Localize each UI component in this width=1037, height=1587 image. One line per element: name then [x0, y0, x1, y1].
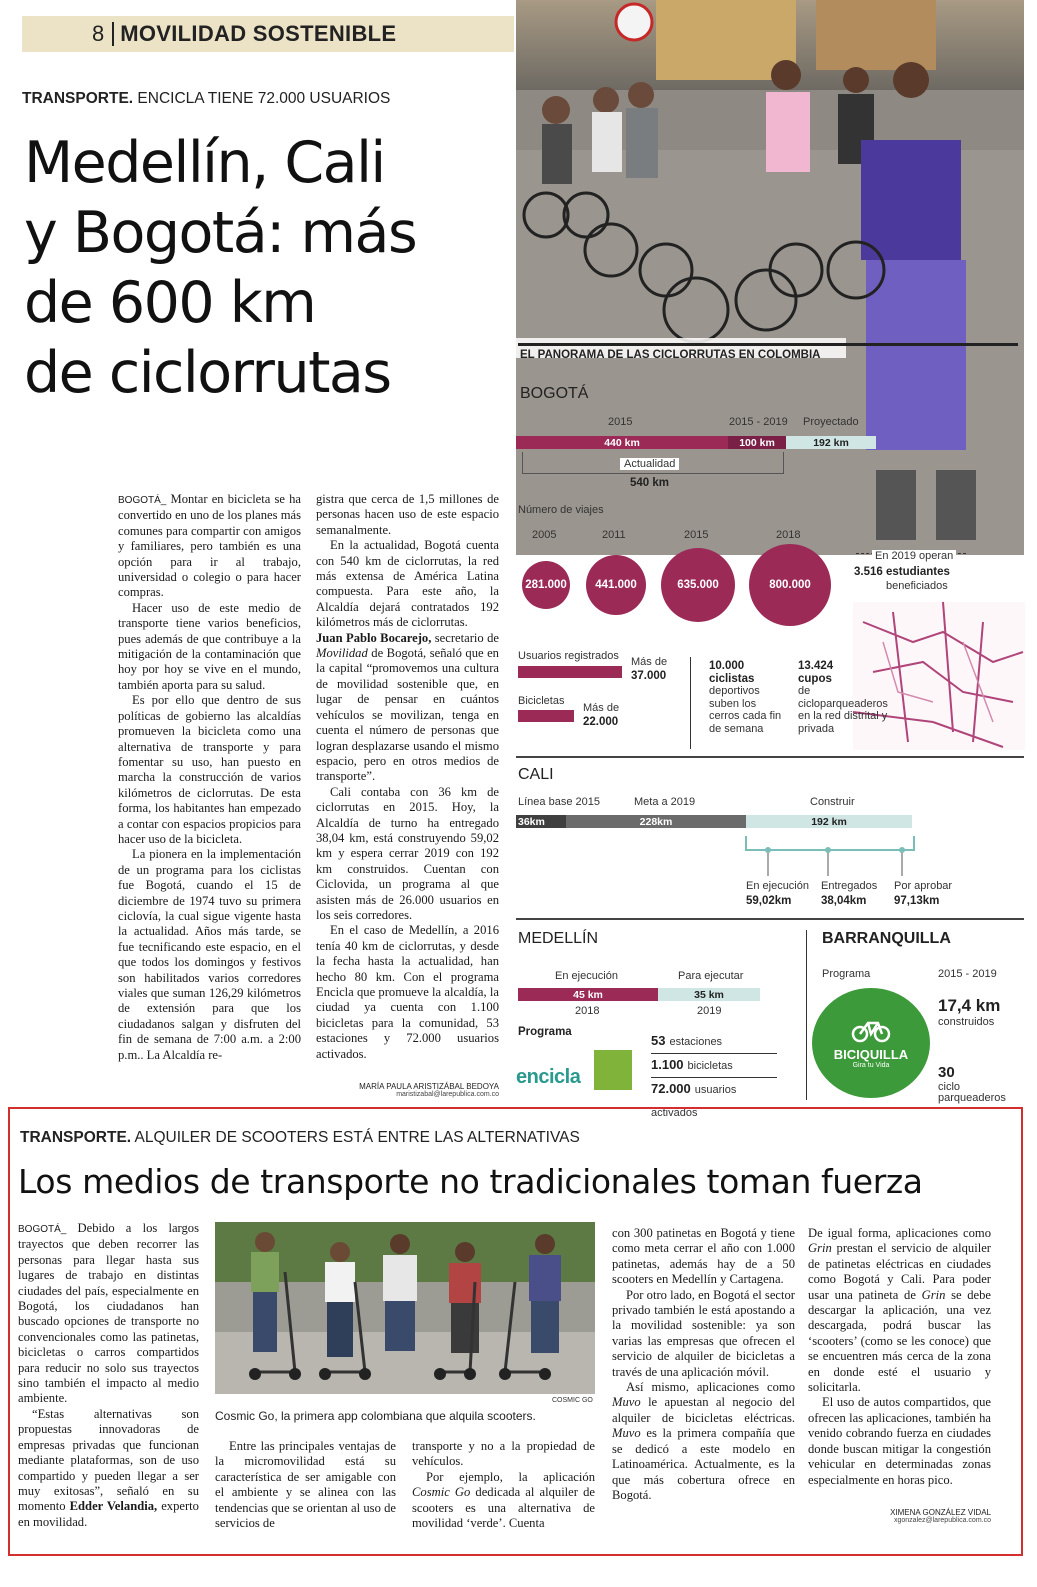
kicker-label: TRANSPORTE.	[20, 1129, 132, 1146]
app-name: Grin	[808, 1241, 832, 1256]
ciclistas-stat: 10.000 ciclistas deportivos suben los cerros cada fin de semana	[709, 660, 782, 735]
cali-ejecucion-label: En ejecución	[746, 880, 809, 892]
medellin-year-2018: 2018	[575, 1005, 600, 1017]
paragraph: Por otro lado, en Bogotá el sector privado también le está apostando a la movilidad sostenible: ya son varias las empresas que ofrecen el servicio de alquiler de bicicletas a través de una aplicación móvil.	[612, 1287, 795, 1379]
barranquilla-ciclo: 30	[938, 1064, 955, 1081]
app-name: Muvo	[612, 1395, 641, 1410]
paragraph: La pionera en la implementación de un programa para los ciclistas fue Bogotá, cuando el 15 de diciembre de 1974 tuvo su primera ciclovía, la cual sigue vigente hasta la actualidad. Años más tarde, se fue tecnificando este espacio, en el que todos los domingos y festivos son habilitados varios corredores viales que suman 126,29 kilómetros de extensión para que los ciudadanos salgan y disfruten del fin de semana de 7:00 a.m. a 2:00 p.m.. La Alcaldía re-	[118, 847, 301, 1062]
paragraph: Es por ello que dentro de sus políticas de gobierno las alcaldías promueven la bicicleta como una alternativa de transporte y para fomentar su uso, han puesto en marcha la construcción de varios kilómetros de ciclorrutas. De esta forma, los habitantes han empezado a contar con espacios propicios para hacer uso de la bicicleta.	[118, 693, 301, 846]
bicicletas-mas: Más de	[583, 702, 620, 714]
app-name: Cosmic Go	[412, 1485, 471, 1500]
header-divider	[112, 22, 114, 46]
medellin-programa: Programa	[518, 1026, 572, 1038]
kicker-label: TRANSPORTE.	[22, 90, 134, 107]
operan-value: 3.516 estudiantes	[854, 566, 950, 578]
headline-line: Medellín, Cali	[24, 130, 385, 196]
paragraph: En el caso de Medellín, a 2016 tenía 40 km de ciclorrutas, y desde la fecha hasta la actualidad, han hecho 80 km. Con el programa Encicla que promueve la alcaldía, la ciudad ya cuenta con 1.100 bicicletas para la comunidad, 53 estaciones y 72.000 usuarios activados.	[316, 923, 499, 1061]
article2-headline: Los medios de transporte no tradicionales toman fuerza	[18, 1162, 923, 1201]
viajes-label: Número de viajes	[518, 504, 604, 516]
cali-entregados-label: Entregados	[821, 880, 878, 892]
article2-kicker	[20, 1129, 580, 1147]
usuarios-value: 37.000	[631, 670, 667, 682]
usuarios-mas: Más de	[631, 656, 668, 668]
viajes-year: 2005	[532, 529, 557, 541]
medellin-stats: 53 estaciones 1.100 bicicletas 72.000 usuarios activados	[651, 1030, 777, 1124]
headline-line: y Bogotá: más	[24, 200, 417, 266]
operan-label: En 2019 operan	[872, 550, 956, 562]
barranquilla-programa: Programa	[822, 968, 871, 980]
kicker-text: ENCICLA TIENE 72.000 USUARIOS	[137, 90, 391, 107]
barranquilla-km: 17,4 km	[938, 996, 1001, 1015]
dateline: BOGOTÁ_	[118, 495, 167, 506]
dateline: BOGOTÁ_	[18, 1224, 67, 1235]
bar-bogota-2015-2019: 100 km	[728, 436, 786, 449]
paragraph: con 300 patinetas en Bogotá y tiene como meta cerrar el año con 1.000 patinetas, además hay de a 50 scooters en Medellín y Cartagena.	[612, 1226, 795, 1287]
stats-divider	[690, 657, 691, 749]
paragraph: Debido a los largos trayectos que deben recorrer las personas para llegar hasta sus lugares de trabajo en distintas ciudades del país, especialmente en Bogotá, los ciudadanos han buscado opciones de transporte no convencionales como las patinetas, bicicletas o carros compartidos para reducir no solo sus trayectos sino también el impacto al medio ambiente.	[18, 1221, 199, 1406]
medellin-barranquilla-divider	[806, 930, 807, 1100]
viajes-year: 2015	[684, 529, 709, 541]
infographic-title: EL PANORAMA DE LAS CICLORRUTAS EN COLOMBIA	[520, 349, 821, 361]
medellin-year-2019: 2019	[697, 1005, 722, 1017]
section-title: MOVILIDAD SOSTENIBLE	[120, 21, 397, 46]
city-label-barranquilla: BARRANQUILLA	[822, 930, 951, 947]
viajes-bubble: 441.000	[586, 555, 646, 615]
article1-column-2: gistra que cerca de 1,5 millones de personas hacen uso de este espacio semanalmente. En la actualidad, Bogotá cuenta con 540 km de ciclorrutas, la red más extensa de América Latina compuesta. Para este año, la Alcaldía dejará contratados 192 kilómetros más de ciclorrutas. Juan Pablo Bocarejo, secretario de Movilidad de Bogotá, señaló que en la capital “promovemos una cultura de movilidad sostenible que, en lugar de pensar en cuántos vehículos se movilizan, tenga en cuenta el número de personas que logran desplazarse usando el mismo espacio, pero en otros medios de transporte”. Cali contaba con 36 km de ciclorrutas en 2015. Hoy, la Alcaldía de turno ha entregado 38,04 km, está construyendo 59,02 km y espera cerrar 2019 con 192 km construidos. Cuentan con Ciclovida, un programa al que asisten más de 26.000 usuarios en los seis corredores. En el caso de Medellín, a 2016 tenía 40 km de ciclorrutas, y desde la fecha hasta la actualidad, han hecho 80 km. Con el programa Encicla que promueve la alcaldía, la ciudad ya cuenta con 1.100 bicicletas para la comunidad, 53 estaciones y 72.000 usuarios activados.	[316, 492, 499, 1061]
bar-bogota-proyectado: 192 km	[786, 436, 876, 449]
person-name: Edder Velandia,	[69, 1499, 158, 1514]
scooters-illustration	[215, 1222, 595, 1394]
city-label-medellin: MEDELLÍN	[518, 930, 599, 947]
city-label-cali: CALI	[518, 766, 554, 783]
bar-cali-base: 36km	[516, 815, 566, 828]
cali-rule	[516, 756, 1024, 758]
infographic-top-rule	[518, 343, 1018, 346]
paragraph: Montar en bicicleta se ha convertido en uno de los planes más comunes para compartir con amigos y familiares, pero también es una opción para ir al trabajo, universidad o colegio o para hacer compras.	[118, 492, 301, 600]
kicker-text: ALQUILER DE SCOOTERS ESTÁ ENTRE LAS ALTERNATIVAS	[134, 1129, 580, 1146]
viajes-bubble: 281.000	[522, 561, 570, 609]
cali-aprobar-value: 97,13km	[894, 895, 940, 907]
byline-email: maristizabal@larepublica.com.co	[396, 1091, 499, 1098]
cali-aprobar-label: Por aprobar	[894, 880, 953, 892]
viajes-bubble: 635.000	[661, 548, 735, 622]
article2-column-4: con 300 patinetas en Bogotá y tiene como meta cerrar el año con 1.000 patinetas, además hay de a 50 scooters en Medellín y Cartagena. Por otro lado, en Bogotá el sector privado también le está apostando a la movilidad sostenible: ya son varias las empresas que ofrecen el servicio de alquiler de bicicletas a través de una aplicación móvil. Así mismo, aplicaciones como Muvo le apuestan al negocio del alquiler de bicicletas eléctricas. Muvo es la primera compañía que se dedicó a este modelo en Latinoamérica. Actualmente, es la que más cobertura ofrece en Bogotá.	[612, 1226, 795, 1502]
usuarios-label: Usuarios registrados	[518, 650, 619, 662]
encicla-logo: encicla	[516, 1066, 581, 1088]
article2-byline	[808, 1508, 991, 1524]
paragraph: Cali contaba con 36 km de ciclorrutas en 2015. Hoy, la Alcaldía de turno ha entregado 38,04 km, está construyendo 59,02 km y espera cerrar 2019 con 192 km construidos. Cuentan con Ciclovida, un programa al que asisten más de 26.000 usuarios en los seis corredores.	[316, 784, 499, 922]
scooters-photo	[215, 1222, 595, 1394]
actualidad-value: 540 km	[630, 477, 670, 489]
article2-column-5: De igual forma, aplicaciones como Grin prestan el servicio de alquiler de patinetas eléctricas en ciudades como Bogotá y Cali. Para poder usar una patineta de Grin se debe descargar la aplicación, una vez descargada, podrá buscar las ‘scooters’ (como se les conoce) que se encuentren más cerca de la zona en donde esté el usuario y solicitarla. El uso de autos compartidos, que ofrecen las aplicaciones, también ha venido cobrando fuerza en ciudades donde buscan mitigar la congestión vehicular en determinadas zonas especialmente en horas pico.	[808, 1226, 992, 1487]
paragraph: El uso de autos compartidos, que ofrecen las aplicaciones, también ha venido cobrando fuerza en ciudades donde buscan mitigar la congestión vehicular en determinadas zonas especialmente en horas pico.	[808, 1395, 991, 1487]
paragraph: transporte y no a la propiedad de vehículos.	[412, 1439, 595, 1469]
bar-cali-meta: 228km	[566, 815, 746, 828]
viajes-year: 2018	[776, 529, 801, 541]
byline-author: MARÍA PAULA ARISTIZÁBAL BEDOYA	[359, 1082, 499, 1091]
headline-line: de 600 km	[24, 270, 316, 336]
operan-sub: beneficiados	[886, 580, 948, 592]
paragraph: En la actualidad, Bogotá cuenta con 540 km de ciclorrutas, la red más extensa de América Latina compuesta. Para este año, la Alcaldía dejará contratados 192 kilómetros más de ciclorrutas.	[316, 538, 499, 630]
cupos-stat: 13.424 cupos de cicloparqueaderos en la red distrital y privada	[798, 660, 888, 735]
barranquilla-km-label: construidos	[938, 1016, 995, 1028]
viajes-bubble: 800.000	[749, 544, 831, 626]
viajes-year: 2011	[602, 529, 626, 541]
bicicletas-bar	[518, 710, 574, 722]
article1-byline	[316, 1082, 499, 1098]
bicycle-icon	[851, 1017, 891, 1043]
app-name: Grin	[921, 1287, 946, 1302]
bar-medellin-ejecucion: 45 km	[518, 988, 658, 1001]
app-name: Muvo	[612, 1426, 641, 1441]
bar-cali-construir: 192 km	[746, 815, 912, 828]
article1-kicker	[22, 90, 390, 108]
city-label-bogota: BOGOTÁ	[520, 385, 589, 402]
actualidad-label: Actualidad	[620, 458, 679, 470]
paragraph: Hacer uso de este medio de transporte tiene varios beneficios, pues además de que contribuye a la mitigación de la contaminación que hoy por hoy se vive en el mundo, también aporta para su salud.	[118, 600, 301, 692]
photo-caption: Cosmic Go, la primera app colombiana que alquila scooters.	[215, 1409, 536, 1423]
section-header	[22, 16, 514, 52]
article2-column-1: BOGOTÁ_ Debido a los largos trayectos que deben recorrer las personas para llegar hasta sus lugares de trabajo en distintas ciudades del país, especialmente en Bogotá, los ciudadanos han buscado opciones de transporte no convencionales como las patinetas, bicicletas o carros compartidos para reducir no solo sus trayectos sino también el impacto al medio ambiente. “Estas alternativas son propuestas innovadoras de empresas privadas que funcionan mediante plataformas, son de uso compartido y pueden llegar a ser muy exitosas”, señaló en su momento Edder Velandia, experto en movilidad.	[18, 1221, 199, 1529]
medellin-ejecutar-label: Para ejecutar	[678, 970, 744, 982]
person-name: Juan Pablo Bocarejo,	[316, 630, 432, 645]
photo-credit: COSMIC GO	[552, 1397, 593, 1404]
cali-meta: Meta a 2019	[634, 796, 696, 808]
label-proyectado: Proyectado	[803, 416, 859, 428]
bicicletas-value: 22.000	[583, 716, 619, 728]
bar-medellin-ejecutar: 35 km	[658, 988, 760, 1001]
usuarios-bar	[518, 666, 622, 678]
article1-column-1	[118, 492, 301, 1100]
medellin-city-logo	[594, 1050, 632, 1090]
headline-line: de ciclorrutas	[24, 340, 391, 406]
cali-entregados-value: 38,04km	[821, 895, 867, 907]
cali-construir: Construir	[810, 796, 855, 808]
byline-email: xgonzalez@larepublica.com.co	[894, 1517, 991, 1524]
bar-bogota-2015: 440 km	[516, 436, 728, 449]
bicicletas-label: Bicicletas	[518, 695, 565, 707]
biciquilla-logo: BICIQUILLA Gira tu Vida	[812, 988, 930, 1098]
barranquilla-ciclo-label: ciclo parqueaderos	[938, 1081, 1006, 1104]
article1-headline	[24, 128, 514, 408]
medellin-ejecucion-label: En ejecución	[555, 970, 618, 982]
article2-column-3: transporte y no a la propiedad de vehículos. Por ejemplo, la aplicación Cosmic Go dedicada al alquiler de scooters es una alternativa de movilidad ‘verde’. Cuenta	[412, 1439, 595, 1531]
cali-ejecucion-value: 59,02km	[746, 895, 792, 907]
label-2015-2019: 2015 - 2019	[729, 416, 788, 428]
label-2015: 2015	[608, 416, 633, 428]
cali-breakdown-connector	[740, 830, 920, 870]
cali-linea-base: Línea base 2015	[518, 796, 600, 808]
barranquilla-years: 2015 - 2019	[938, 968, 997, 980]
article2-column-2	[215, 1439, 396, 1531]
byline-author: XIMENA GONZÁLEZ VIDAL	[890, 1508, 991, 1517]
medellin-rule	[516, 918, 1024, 920]
paragraph: gistra que cerca de 1,5 millones de personas hacen uso de este espacio semanalmente.	[316, 492, 499, 537]
page-number: 8	[92, 21, 105, 46]
paragraph: Entre las principales ventajas de la micromovilidad está su característica de ser amigable con el ambiente y se alinea con las tendencias que se orientan al uso de servicios de	[215, 1439, 396, 1531]
